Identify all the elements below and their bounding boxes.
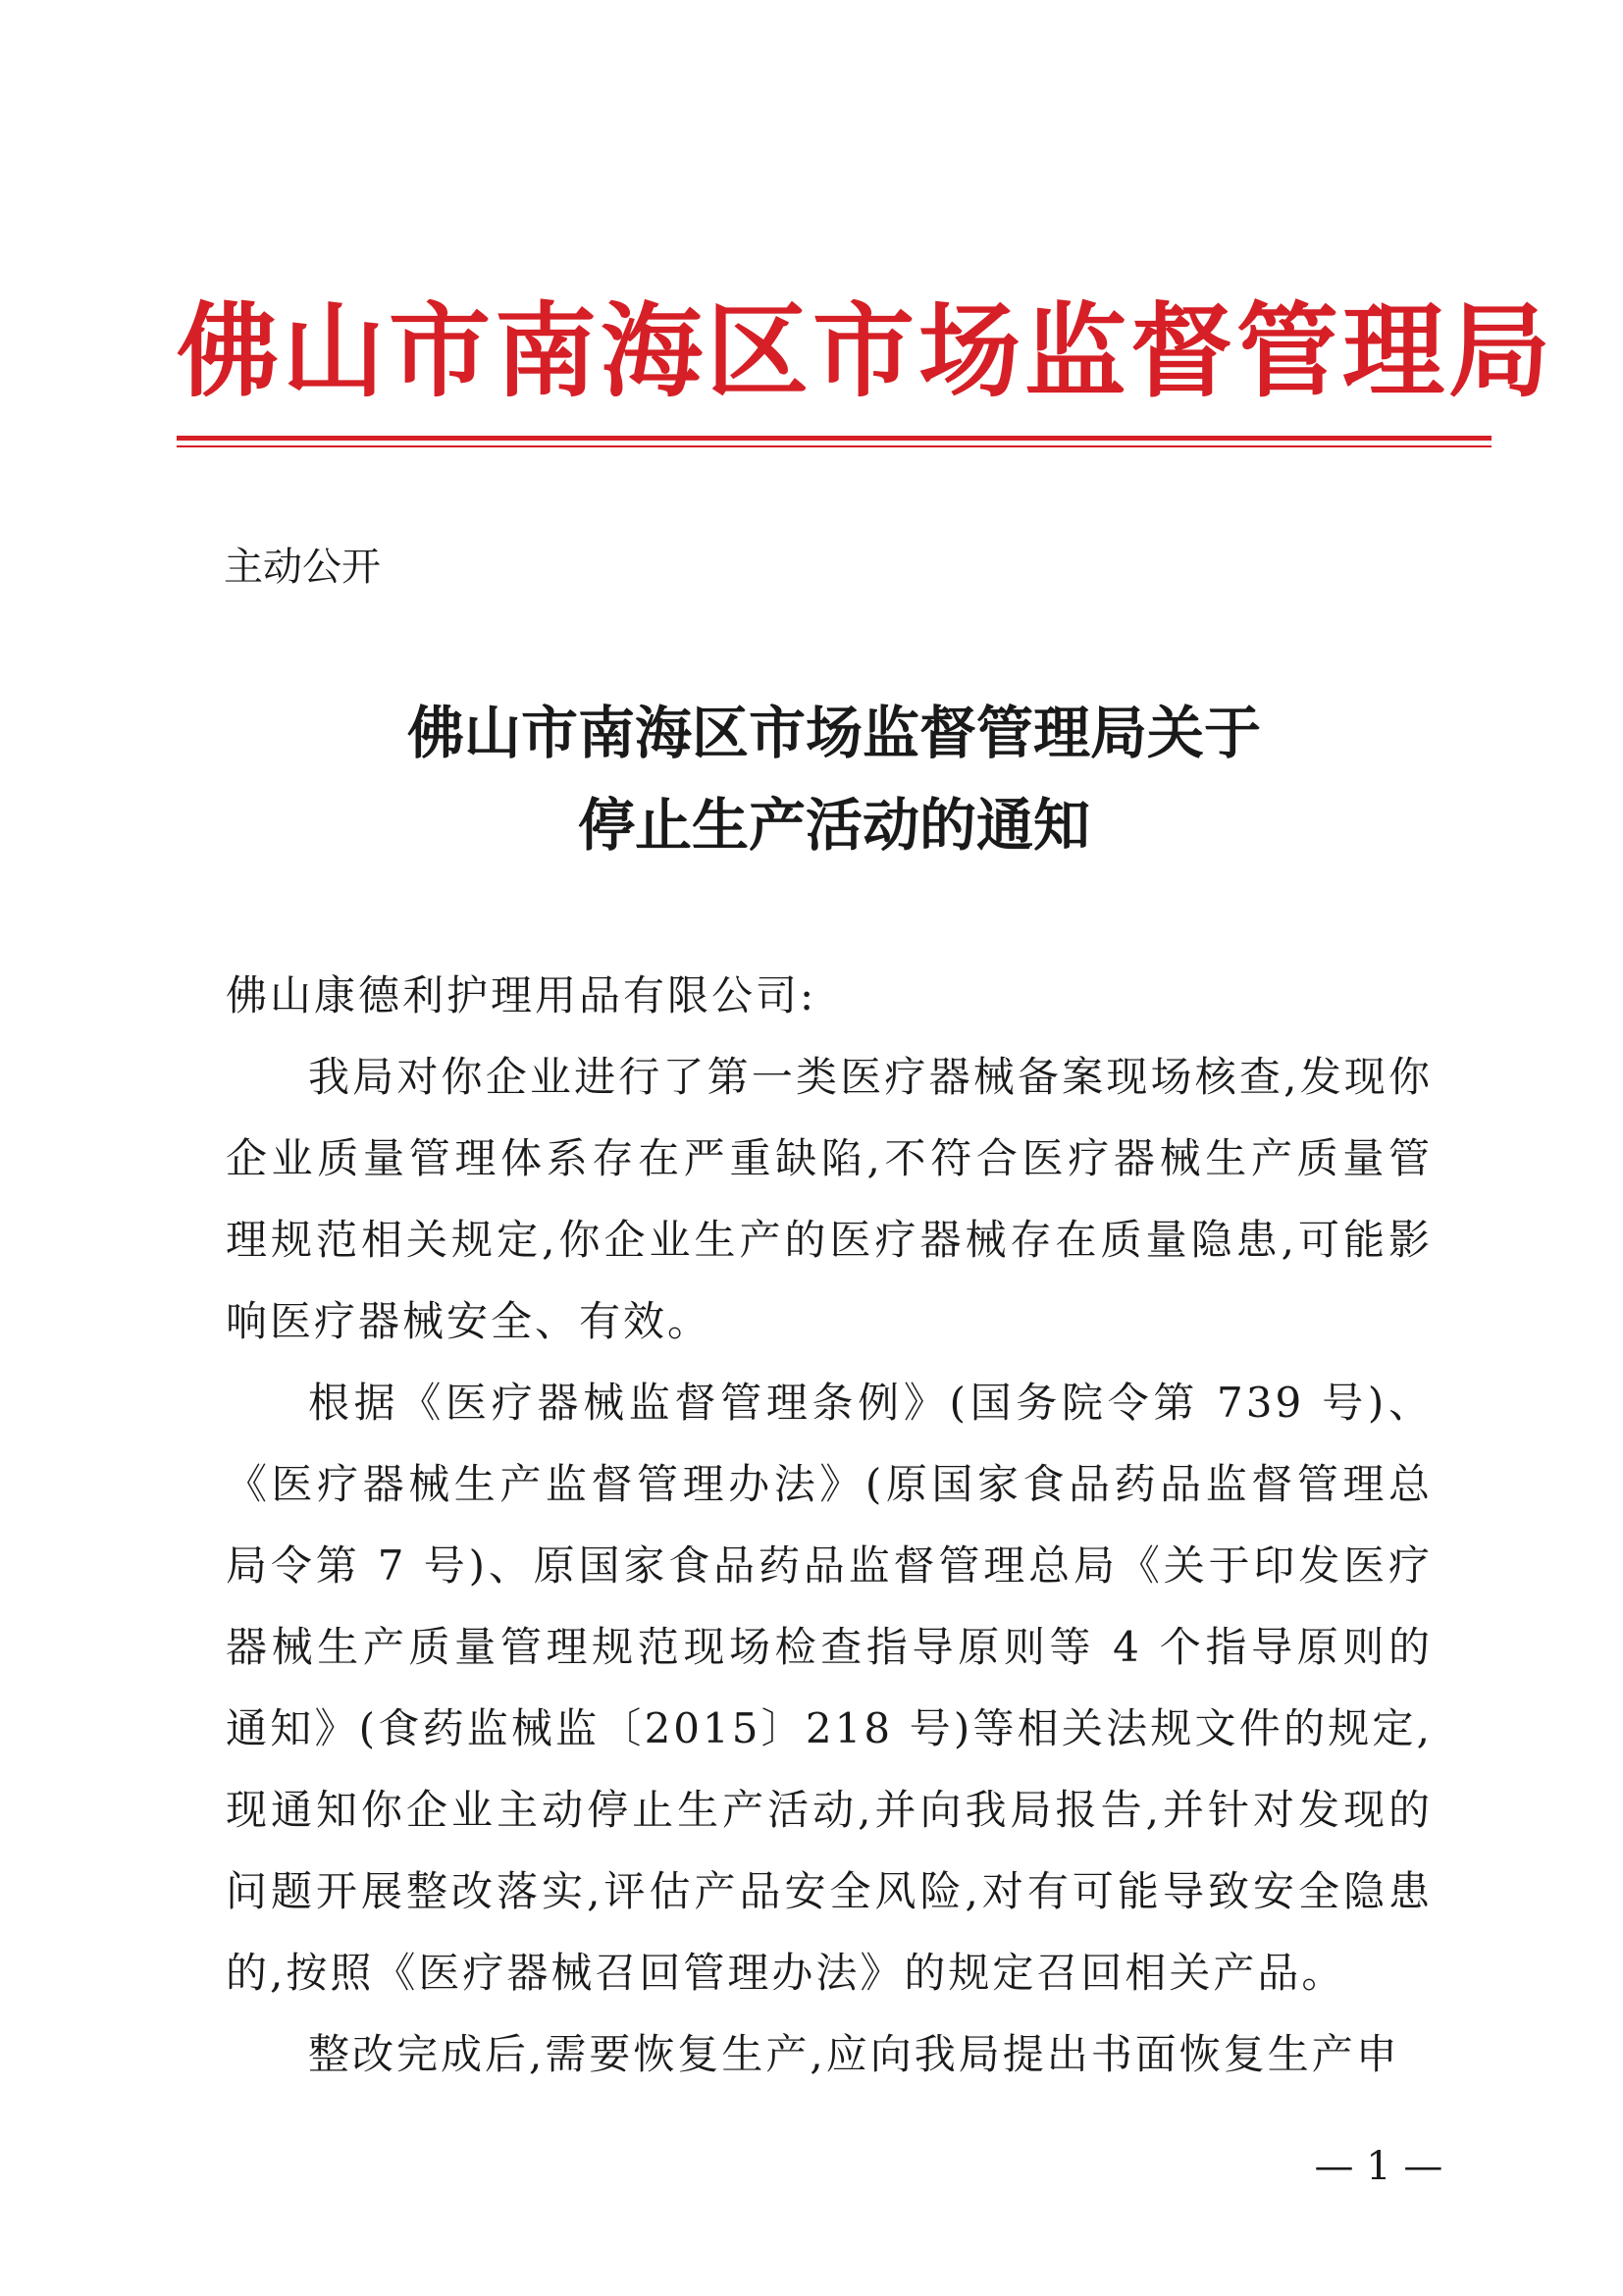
document-title-line-2: 停止生产活动的通知 <box>577 792 1090 859</box>
document-title <box>177 687 1492 871</box>
page-number: — 1 — <box>1314 2144 1443 2189</box>
body-paragraph: 根据《医疗器械监督管理条例》(国务院令第 739 号)、《医疗器械生产监督管理办法》(原国家食品药品监督管理总局令第 7 号)、原国家食品药品监督管理总局《关于印发医疗器械生产质量管理规范现场检查指导原则等 4 个指导原则的通知》(食药监械监〔2015〕218 号)等相关法规文件的规定,现通知你企业主动停止生产活动,并向我局报告,并针对发现的问题开展整改落实,评估产品安全风险,对有可能导致安全隐患的,按照《医疗器械召回管理办法》的规定召回相关产品。 <box>226 1379 1433 1997</box>
body-paragraph: 我局对你企业进行了第一类医疗器械备案现场核查,发现你企业质量管理体系存在严重缺陷,不符合医疗器械生产质量管理规范相关规定,你企业生产的医疗器械存在质量隐患,可能影响医疗器械安全、有效。 <box>226 1053 1433 1345</box>
disclosure-label: 主动公开 <box>224 545 381 590</box>
document-title-line-1: 佛山市南海区市场监督管理局关于 <box>406 700 1261 766</box>
letterhead-rule-thin <box>177 445 1492 447</box>
letterhead-agency-name: 佛山市南海区市场监督管理局 <box>177 291 1555 411</box>
body-paragraph: 整改完成后,需要恢复生产,应向我局提出书面恢复生产申 <box>308 2030 1400 2078</box>
letterhead-rule-thick <box>177 436 1492 441</box>
addressee: 佛山康德利护理用品有限公司: <box>226 971 817 1019</box>
